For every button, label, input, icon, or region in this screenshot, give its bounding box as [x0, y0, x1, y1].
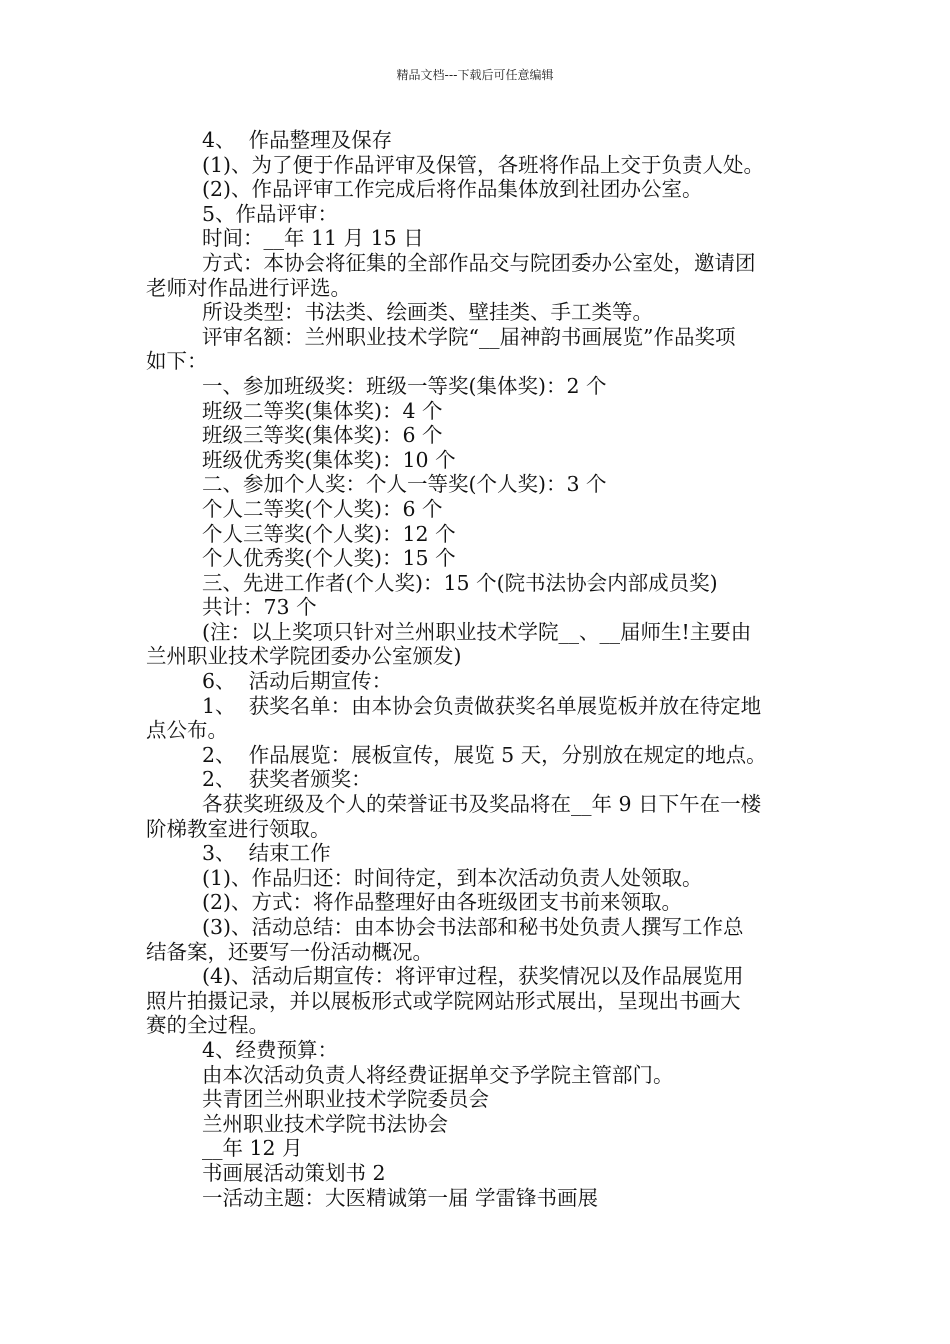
text-line: 点公布。: [146, 718, 228, 743]
text-line: 二、参加个人奖：个人一等奖(个人奖)：3 个: [202, 472, 607, 497]
text-line: 老师对作品进行评选。: [146, 275, 351, 300]
text-line: 由本次活动负责人将经费证据单交予学院主管部门。: [202, 1062, 674, 1087]
text-line: 三、先进工作者(个人奖)：15 个(院书法协会内部成员奖): [202, 570, 718, 595]
text-line: (注：以上奖项只针对兰州职业技术学院__、__届师生!主要由: [202, 619, 752, 644]
text-line: 3、 结束工作: [202, 841, 331, 866]
text-line: 一活动主题：大医精诚第一届 学雷锋书画展: [202, 1185, 599, 1210]
text-line: 个人三等奖(个人奖)：12 个: [202, 521, 456, 546]
text-line: (2)、作品评审工作完成后将作品集体放到社团办公室。: [202, 177, 703, 202]
text-line: 个人优秀奖(个人奖)：15 个: [202, 546, 456, 571]
text-line: 2、 作品展览：展板宣传，展览 5 天，分别放在规定的地点。: [202, 742, 767, 767]
text-line: 照片拍摄记录，并以展板形式或学院网站形式展出，呈现出书画大: [146, 988, 741, 1013]
text-line: 评审名额：兰州职业技术学院“__届神韵书画展览”作品奖项: [202, 324, 736, 349]
text-line: 兰州职业技术学院书法协会: [202, 1111, 448, 1136]
text-line: 4、经费预算：: [202, 1037, 339, 1062]
text-line: 班级三等奖(集体奖)：6 个: [202, 423, 443, 448]
text-line: 班级优秀奖(集体奖)：10 个: [202, 447, 456, 472]
text-line: 如下：: [146, 349, 208, 374]
text-line: 书画展活动策划书 2: [202, 1160, 386, 1185]
text-line: (1)、作品归还：时间待定，到本次活动负责人处领取。: [202, 865, 703, 890]
text-line: 结备案，还要写一份活动概况。: [146, 939, 433, 964]
text-line: __年 12 月: [202, 1136, 303, 1161]
text-line: (1)、为了便于作品评审及保管，各班将作品上交于负责人处。: [202, 152, 765, 177]
text-line: 个人二等奖(个人奖)：6 个: [202, 496, 443, 521]
text-line: 一、参加班级奖：班级一等奖(集体奖)：2 个: [202, 373, 607, 398]
text-line: 共青团兰州职业技术学院委员会: [202, 1087, 489, 1112]
text-line: (4)、活动后期宣传：将评审过程，获奖情况以及作品展览用: [202, 964, 744, 989]
text-line: 5、作品评审：: [202, 201, 339, 226]
document-body: [146, 128, 812, 1210]
text-line: 时间：__年 11 月 15 日: [202, 226, 424, 251]
text-line: 共计：73 个: [202, 595, 317, 620]
text-line: 6、 活动后期宣传：: [202, 669, 393, 694]
page-header: 精品文档---下载后可任意编辑: [396, 68, 554, 82]
text-line: 4、 作品整理及保存: [202, 128, 393, 152]
text-line: 方式：本协会将征集的全部作品交与院团委办公室处，邀请团: [202, 250, 756, 275]
text-line: 所设类型：书法类、绘画类、壁挂类、手工类等。: [202, 300, 653, 325]
text-line: 各获奖班级及个人的荣誉证书及奖品将在__年 9 日下午在一楼: [202, 792, 762, 817]
text-line: 班级二等奖(集体奖)：4 个: [202, 398, 443, 423]
text-line: 兰州职业技术学院团委办公室颁发): [146, 644, 462, 669]
text-line: (3)、活动总结：由本协会书法部和秘书处负责人撰写工作总: [202, 915, 744, 939]
text-line: 1、 获奖名单：由本协会负责做获奖名单展览板并放在待定地: [202, 693, 762, 718]
text-line: 阶梯教室进行领取。: [146, 816, 331, 841]
text-line: 2、 获奖者颁奖：: [202, 767, 372, 792]
text-line: (2)、方式：将作品整理好由各班级团支书前来领取。: [202, 890, 683, 915]
text-line: 赛的全过程。: [146, 1013, 269, 1038]
